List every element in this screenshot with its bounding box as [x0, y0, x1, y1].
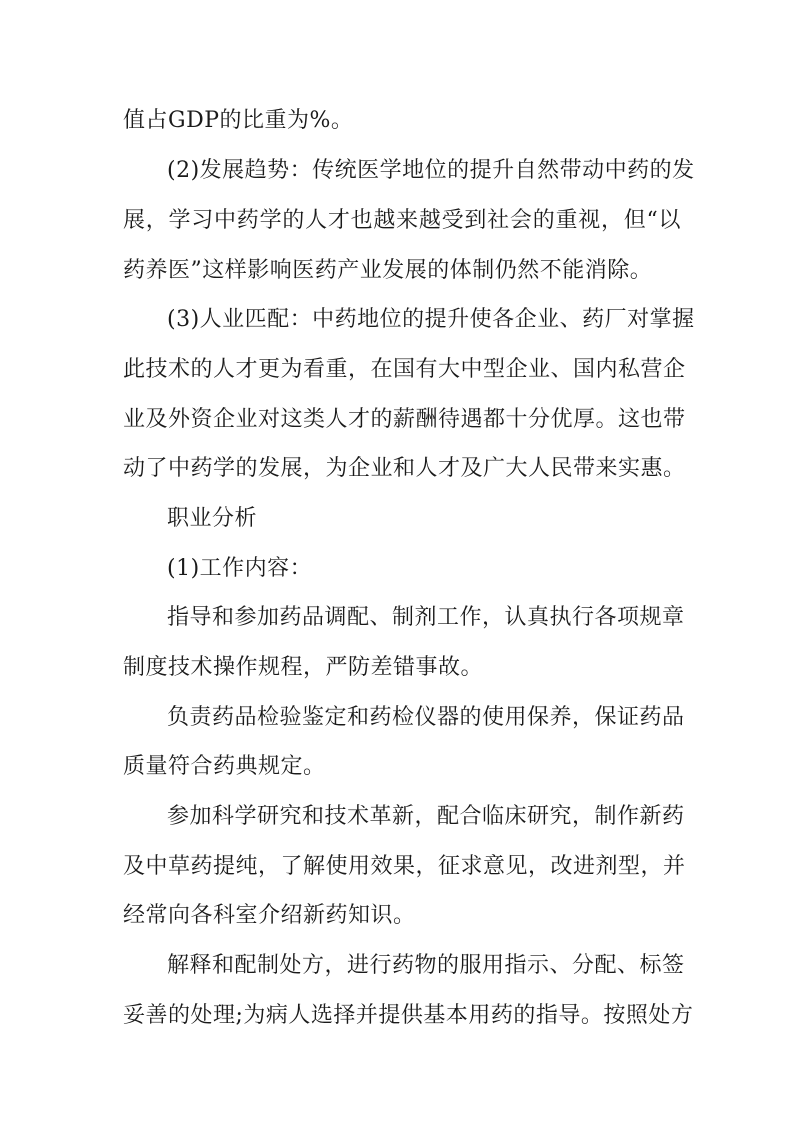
text-line: (2)发展趋势：传统医学地位的提升自然带动中药的发 — [167, 158, 695, 183]
text-line: 制度技术操作规程，严防差错事故。 — [123, 655, 484, 680]
text-line: 展，学习中药学的人才也越来越受到社会的重视，但“以 — [123, 208, 681, 233]
subsection-heading: (1)工作内容： — [167, 556, 313, 581]
text-line: 动了中药学的发展，为企业和人才及广大人民带来实惠。 — [123, 456, 686, 481]
text-line: 经常向各科室介绍新药知识。 — [123, 903, 416, 928]
text-line: 业及外资企业对这类人才的薪酬待遇都十分优厚。这也带 — [123, 407, 686, 432]
text-line: 解释和配制处方，进行药物的服用指示、分配、标签 — [167, 953, 685, 978]
text-line: 值占GDP的比重为%。 — [123, 108, 354, 133]
text-line: 负责药品检验鉴定和药检仪器的使用保养，保证药品 — [167, 705, 685, 730]
text-line: 及中草药提纯，了解使用效果，征求意见，改进剂型，并 — [123, 854, 686, 879]
text-line: 参加科学研究和技术革新，配合临床研究，制作新药 — [167, 804, 685, 829]
text-line: 指导和参加药品调配、制剂工作，认真执行各项规章 — [167, 605, 685, 630]
text-line: 质量符合药典规定。 — [123, 754, 326, 779]
text-line: 妥善的处理;为病人选择并提供基本用药的指导。按照处方 — [123, 1003, 694, 1028]
text-line: 此技术的人才更为看重，在国有大中型企业、国内私营企 — [123, 357, 686, 382]
text-line: (3)人业匹配：中药地位的提升使各企业、药厂对掌握 — [167, 307, 695, 332]
text-line: 药养医”这样影响医药产业发展的体制仍然不能消除。 — [123, 258, 653, 283]
section-heading: 职业分析 — [167, 506, 258, 531]
